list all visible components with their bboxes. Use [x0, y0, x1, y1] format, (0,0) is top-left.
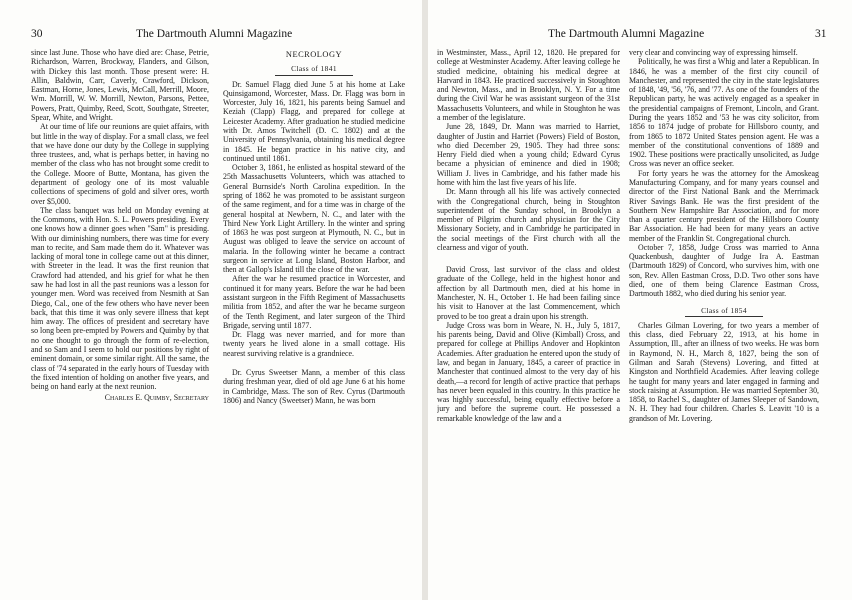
paragraph: October 7, 1858, Judge Cross was married to Anna Quackenbush, daughter of Judge Ira A. Eastman (Dartmouth 1829) of Concord, who survives him, with one son, Rev. Allen Eastman Cross, D.D. Two other sons have died, one of them being Clarence Eastman Cross, Dartmouth 1882, who died during his senior year. [629, 242, 819, 299]
paragraph: Dr. Samuel Flagg died June 5 at his home at Lake Quinsigamond, Worcester, Mass. Dr. Flagg was born in Worcester, July 16, 1821, his parents being Samuel and Keziah (Clapp) Flagg, and prepared for college at Leicester Academy. After graduation he studied medicine with Dr. Amos Twitchell (D. C. 1802) and at the University of Pennsylvania, obtaining his medical degree in 1845. He began practice in his native city, and continued until 1861. [223, 79, 405, 163]
class-heading: Class of 1841 [275, 64, 353, 75]
left-column-2 [223, 48, 405, 596]
paragraph: Politically, he was first a Whig and later a Republican. In 1846, he was a member of the first city council of Manchester, and represented the city in the state legislatures of 1848, '49, '56, '76, and '77. As one of the founders of the Republican party, he was actively engaged as a speaker in the presidential campaigns of Fremont, Lincoln, and Grant. During the years 1852 and '53 he was city solicitor, from 1856 to 1874 judge of probate for Hillsboro county, and from 1865 to 1872 United States pension agent. He was a member of the constitutional conventions of 1889 and 1902. These positions were practically unsolicited, as Judge Cross was never an office seeker. [629, 57, 819, 169]
right-page [428, 0, 852, 600]
paragraph: For forty years he was the attorney for the Amoskeag Manufacturing Company, and for many years counsel and director of the First National Bank and the Merrimack River Savings Bank. He was the first president of the Southern New Hampshire Bar Association, and for more than a quarter century president of the Hillsboro County Bar Association. He had been for many years an active member of the Franklin St. Congregational church. [629, 168, 819, 243]
running-head-left: The Dartmouth Alumni Magazine [136, 28, 293, 40]
paragraph: Charles Gilman Lovering, for two years a member of this class, died February 22, 1913, at his home in Assumption, Ill., after an illness of two weeks. He was born in Raymond, N. H., March 8, 1827, being the son of Gilman and Sarah (Stevens) Lovering, and fitted at Kingston and Northfield Academies. After leaving college he taught for many years and later engaged in farming and stock raising at Assumption. He was married September 30, 1858, to Rachel S., daughter of James Sleeper of Sandown, N. H. They had four children. Charles S. Leavitt '10 is a grandson of Mr. Lovering. [629, 320, 819, 423]
paragraph: in Westminster, Mass., April 12, 1820. He prepared for college at Westminster Academy. After leaving college he studied medicine, obtaining his medical degree at Harvard in 1843. He practiced successively in Stoughton and Newton, Mass., and in Brooklyn, N. Y. For a time during the Civil War he was assistant surgeon of the 31st Massachusetts Volunteers, and while in Stoughton he was a member of the legislature. [437, 48, 620, 122]
secretary-signature: Charles E. Quimby, Secretary [104, 393, 209, 403]
class-heading: Class of 1854 [685, 306, 763, 317]
paragraph: Dr. Flagg was never married, and for more than twenty years he lived alone in a small cottage. His nearest surviving relative is a grandniece. [223, 330, 405, 358]
page-number-left: 30 [31, 28, 43, 40]
paragraph: After the war he resumed practice in Worcester, and continued it for many years. Before the war he had been assistant surgeon in the Fifth Regiment of Massachusetts militia from 1852, and after the war he became surgeon of the Tenth Regiment, and later surgeon of the Third Brigade, serving until 1877. [223, 274, 405, 330]
left-column-1 [31, 48, 209, 596]
paragraph: since last June. Those who have died are: Chase, Petrie, Richardson, Warren, Brockway, Flanders, and Gilson, with Dickey this last month. Those present were: H. Allin, Baldwin, Carr, Caverly, Crawford, Dickson, Eastman, Horne, Jones, Lewis, McCall, Merrill, Moore, Wm. Morrill, W. W. Morrill, Newton, Parsons, Pettee, Powers, Pratt, Quimby, Reed, Scott, Southgate, Streeter, Spear, White, and Wright. [31, 48, 209, 122]
right-column-1 [437, 48, 620, 596]
running-head-right: The Dartmouth Alumni Magazine [548, 28, 705, 40]
left-page [0, 0, 422, 600]
paragraph: David Cross, last survivor of the class and oldest graduate of the College, held in the highest honor and affection by all Dartmouth men, died at his home in Manchester, N. H., October 1. He had been failing since his visit to Hanover at the last Commencement, which proved to be too great a drain upon his strength. [437, 265, 620, 321]
paragraph: The class banquet was held on Monday evening at the Commons, with Hon. S. L. Powers presiding. Every one knows how a dinner goes when "Sam" is presiding. With our diminishing numbers, there was time for every man to recite, and Sam made them do it. Whatever was lacking of moral tone in college came out at this dinner, with Streeter in the lead. It was the first reunion that Crawford had attended, and his grief for what he then saw he had lost in all the past reunions was a lesson for younger men. Word was received from Nesmith at San Diego, Cal., one of the few others who have never been back, that this time it was only severe illness that kept him away. The offices of president and secretary have so long been pre-empted by Powers and Quimby by that no one thought to go through the form of re-election, and so Sam and I seem to hold our positions by right of eminent domain, or some similar right. All the same, the class of '74 separated in the early hours of Tuesday with the fixed intention of holding on another five years, and being on hand early at the next reunion. [31, 205, 209, 392]
paragraph: Dr. Cyrus Sweetser Mann, a member of this class during freshman year, died of old age June 6 at his home in Cambridge, Mass. The son of Rev. Cyrus (Dartmouth 1806) and Nancy (Sweetser) Mann, he was born [223, 368, 405, 405]
paragraph: very clear and convincing way of expressing himself. [629, 48, 798, 57]
paragraph: June 28, 1849, Dr. Mann was married to Harriet, daughter of Justin and Harriet (Powers) Field of Boston, who died December 29, 1905. They had three sons: Henry Field died when a young child; Edward Cyrus became a physician of eminence and died in 1908; William J. lives in Cambridge, and his father made his home with him the last five years of his life. [437, 122, 620, 187]
paragraph: October 3, 1861, he enlisted as hospital steward of the 25th Massachusetts Volunteers, which was attached to General Burnside's North Carolina expedition. In the spring of 1862 he was promoted to be assistant surgeon of the same regiment, and for a time was in charge of the general hospital at Newbern, N. C., and later with the Third New York Light Artillery. In the winter and spring of 1863 he was post surgeon at Plymouth, N. C., but in August was obliged to leave the service on account of malaria. In the following winter he became a contract surgeon in service at Long Island, Boston Harbor, and then at Gallop's Island till the close of the war. [223, 163, 405, 275]
paragraph: Judge Cross was born in Weare, N. H., July 5, 1817, his parents being, David and Olive (Kimball) Cross, and prepared for college at Phillips Andover and Hopkinton Academies. After graduation he entered upon the study of law, and began in January, 1845, a career of practice in Manchester that continued almost to the very day of his death,—a record for length of active practice that perhaps has never been equaled in this country. In this practice he was highly successful, being equally effective before a jury and before the supreme court. He possessed a remarkable knowledge of the law and a [437, 320, 620, 423]
page-number-right: 31 [815, 28, 827, 40]
section-gap [437, 252, 620, 265]
section-gap [223, 358, 405, 368]
right-column-2 [629, 48, 819, 596]
paragraph: At our time of life our reunions are quiet affairs, with but little in the way of display. For a small class, we feel that we have done our duty by the College in supplying three trustees, and, what is perhaps better, in having no member of the class who has not brought some credit to the College. Moore of Butte, Montana, has given the department of geology one of its most valuable collections of specimens of gold and silver ores, worth over $5,000. [31, 122, 209, 206]
paragraph: Dr. Mann through all his life was actively connected with the Congregational church, being in Stoughton superintendent of the Sunday school, in Brooklyn a member of Pilgrim church and physician for the City Missionary Society, and in Cambridge he participated in the social meetings of the First church with all the clearness and vigor of youth. [437, 187, 620, 252]
section-title: NECROLOGY [285, 50, 343, 59]
